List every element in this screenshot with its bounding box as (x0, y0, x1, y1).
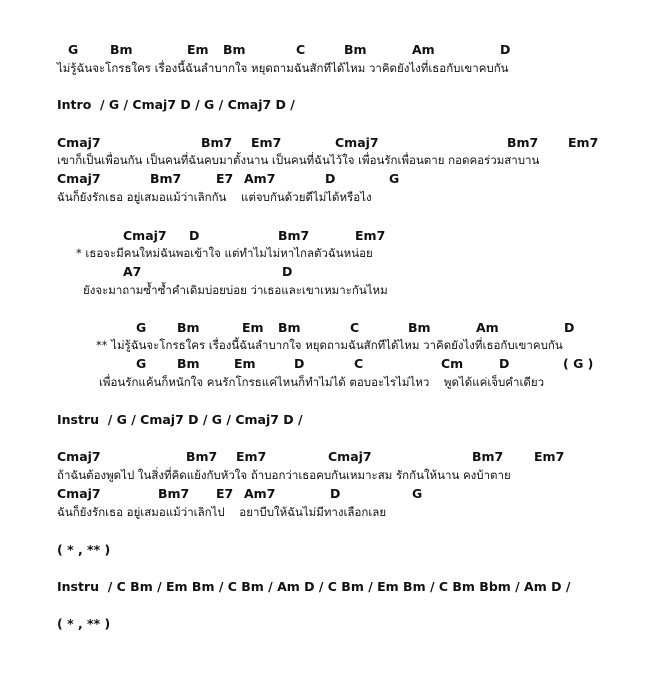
repeat-marker: ( * , ** ) (57, 616, 111, 631)
chord: Em7 (355, 228, 386, 243)
chord: Bm7 (186, 449, 218, 464)
chord: Bm7 (150, 171, 182, 186)
chord: Em (187, 42, 209, 57)
lyric-line: เขาก็เป็นเพื่อนกัน เป็นคนที่ฉันคบมาตั้งนาน เป็นคนที่ฉันไว้ใจ เพื่อนรักเพื่อนตาย กอดคอร่วมสาบาน (57, 153, 540, 167)
chord: Cm (441, 356, 464, 371)
instru-line: Instru / G / Cmaj7 D / G / Cmaj7 D / (57, 412, 303, 427)
chord: G (136, 356, 147, 371)
lyric-line: * เธอจะมีคนใหม่ฉันพอเข้าใจ แต่ทำไมไม่หาไกลตัวฉันหน่อย (76, 246, 373, 260)
chord: Am (412, 42, 435, 57)
lyric-line: ฉันก็ยังรักเธอ อยู่เสมอแม้ว่าเลิกกัน แต่จบกันด้วยดีไม่ได้หรือไง (57, 190, 372, 204)
chord: ( G ) (563, 356, 594, 371)
chord: Cmaj7 (328, 449, 372, 464)
lyric-line: ถ้าฉันต้องพูดไป ในสิ่งที่คิดแย้งกับหัวใจ ถ้าบอกว่าเธอคบกันเหมาะสม รักกันให้นาน คงบ้าตาย (57, 468, 511, 482)
chord: Em (234, 356, 256, 371)
chord: D (325, 171, 336, 186)
intro-line: Intro / G / Cmaj7 D / G / Cmaj7 D / (57, 97, 295, 112)
chord: Cmaj7 (335, 135, 379, 150)
chord: Bm (177, 320, 200, 335)
lyric-line: ** ไม่รู้ฉันจะโกรธใคร เรื่องนี้ฉันลำบากใจ หยุดถามฉันสักทีได้ไหม วาคิดยังไงที่เธอกับเขาคบกัน (96, 338, 563, 352)
chord: Cmaj7 (57, 135, 101, 150)
chord: D (500, 42, 511, 57)
chord: Bm7 (472, 449, 504, 464)
chord: Bm7 (278, 228, 310, 243)
chord: Bm7 (158, 486, 190, 501)
chord: D (189, 228, 200, 243)
chord: C (350, 320, 360, 335)
chord: Em7 (534, 449, 565, 464)
chord: Am7 (244, 486, 276, 501)
chord: Cmaj7 (57, 449, 101, 464)
chord: E7 (216, 486, 234, 501)
chord: Cmaj7 (57, 171, 101, 186)
chord: C (354, 356, 364, 371)
chord: Em (242, 320, 264, 335)
chord: Bm7 (507, 135, 539, 150)
chord: Cmaj7 (57, 486, 101, 501)
chord: Am7 (244, 171, 276, 186)
instru-line: Instru / C Bm / Em Bm / C Bm / Am D / C Bm / Em Bm / C Bm Bbm / Am D / (57, 579, 571, 594)
chord: Bm (177, 356, 200, 371)
chord: Bm7 (201, 135, 233, 150)
chord: Cmaj7 (123, 228, 167, 243)
lyric-line: เพื่อนรักแค้นก็หนักใจ คนรักโกรธแค่ไหนก็ทำไม่ได้ ตอบอะไรไม่ไหว พูดได้แค่เจ็บคำเดียว (99, 375, 545, 389)
chord: E7 (216, 171, 234, 186)
chord: D (282, 264, 293, 279)
chord: Bm (223, 42, 246, 57)
chord: Bm (408, 320, 431, 335)
chord: G (389, 171, 400, 186)
chord: D (294, 356, 305, 371)
chord: Am (476, 320, 499, 335)
repeat-marker: ( * , ** ) (57, 542, 111, 557)
chord: A7 (123, 264, 142, 279)
chord: Em7 (236, 449, 267, 464)
chord: G (68, 42, 79, 57)
lyric-line: ฉันก็ยังรักเธอ อยู่เสมอแม้ว่าเลิกไป อยาบีบให้ฉันไม่มีทางเลือกเลย (57, 505, 387, 519)
chord: Bm (344, 42, 367, 57)
chord: Bm (278, 320, 301, 335)
chord: D (330, 486, 341, 501)
chord: Em7 (251, 135, 282, 150)
chord: Bm (110, 42, 133, 57)
chord: Em7 (568, 135, 599, 150)
chord: C (296, 42, 306, 57)
chord: G (412, 486, 423, 501)
chord: D (564, 320, 575, 335)
chord: D (499, 356, 510, 371)
chord: G (136, 320, 147, 335)
lyric-line: ไม่รู้ฉันจะโกรธใคร เรื่องนี้ฉันลำบากใจ หยุดถามฉันสักทีได้ไหม วาคิดยังไงที่เธอกับเขาคบกัน (57, 61, 509, 75)
lyric-line: ยังจะมาถามซ้ำซ้ำคำเดิมบ่อยบ่อย ว่าเธอและเขาเหมาะกันไหม (83, 283, 388, 297)
